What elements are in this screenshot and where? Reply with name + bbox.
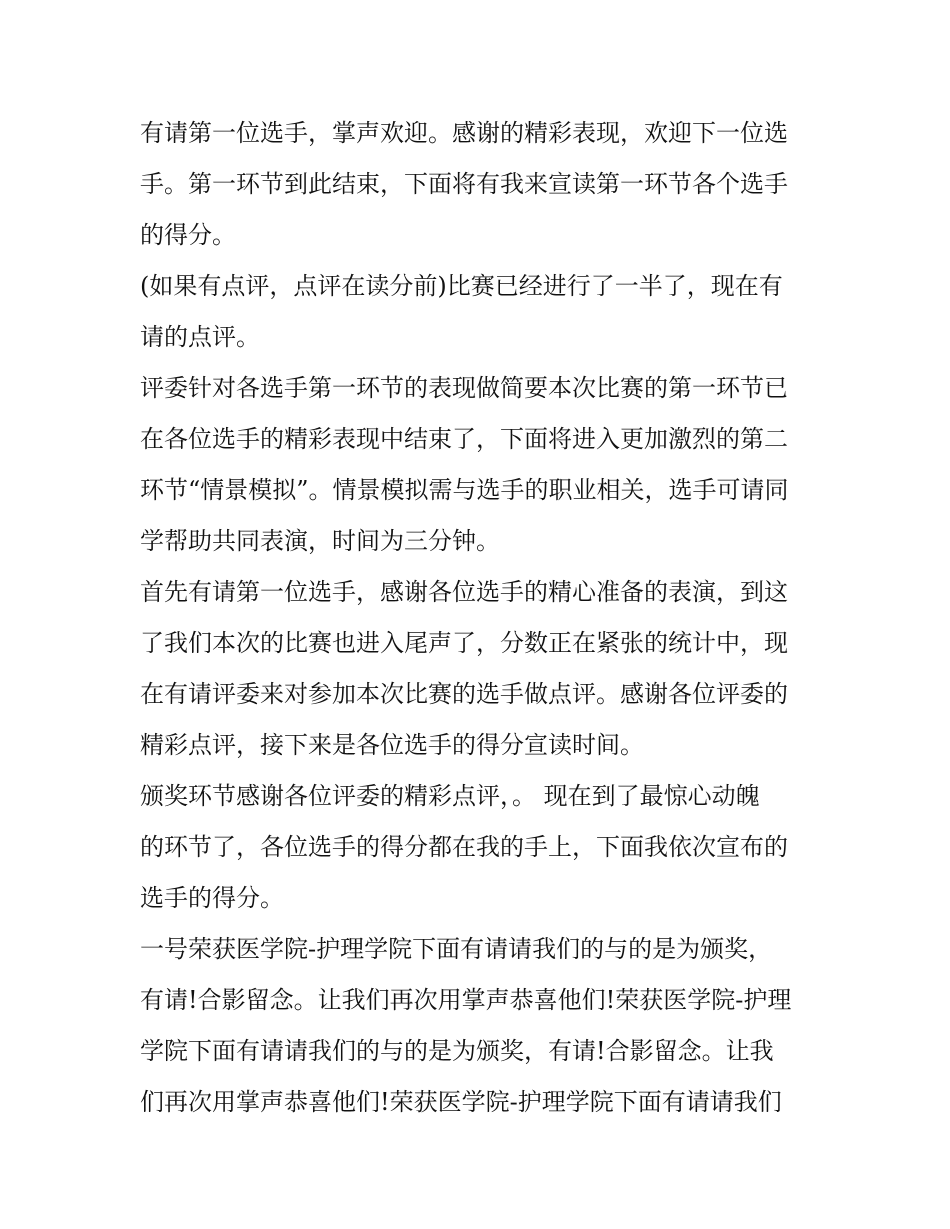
text-line: 了我们本次的比赛也进入尾声了，分数正在紧张的统计中，现 [140, 629, 788, 657]
text-line: 选手的得分。 [140, 884, 284, 912]
text-line: 手。第一环节到此结束，下面将有我来宣读第一环节各个选手 [140, 170, 788, 198]
document-body [140, 108, 812, 1128]
text-line: 的环节了，各位选手的得分都在我的手上，下面我依次宣布的 [140, 833, 788, 861]
text-line: 环节“情景模拟”。情景模拟需与选手的职业相关，选手可请同 [140, 476, 789, 504]
text-line: 有请!合影留念。让我们再次用掌声恭喜他们!荣获医学院-护理 [140, 986, 792, 1014]
text-line: (如果有点评，点评在读分前)比赛已经进行了一半了，现在有 [140, 272, 783, 300]
text-line: 们再次用掌声恭喜他们!荣获医学院-护理学院下面有请请我们 [140, 1088, 782, 1116]
text-line: 精彩点评，接下来是各位选手的得分宣读时间。 [140, 731, 644, 759]
text-line: 的得分。 [140, 221, 236, 249]
text-line: 学院下面有请请我们的与的是为颁奖，有请!合影留念。让我 [140, 1037, 774, 1065]
text-line: 一号荣获医学院-护理学院下面有请请我们的与的是为颁奖， [140, 935, 773, 963]
text-line: 请的点评。 [140, 323, 260, 351]
text-line: 在各位选手的精彩表现中结束了，下面将进入更加激烈的第二 [140, 425, 788, 453]
text-line: 学帮助共同表演，时间为三分钟。 [140, 527, 500, 555]
text-line: 颁奖环节感谢各位评委的精彩点评，。 现在到了最惊心动魄 [140, 782, 760, 810]
text-line: 首先有请第一位选手，感谢各位选手的精心准备的表演，到这 [140, 578, 788, 606]
text-line: 在有请评委来对参加本次比赛的选手做点评。感谢各位评委的 [140, 680, 788, 708]
text-line: 评委针对各选手第一环节的表现做简要本次比赛的第一环节已 [140, 374, 788, 402]
text-line: 有请第一位选手，掌声欢迎。感谢的精彩表现，欢迎下一位选 [140, 119, 788, 147]
